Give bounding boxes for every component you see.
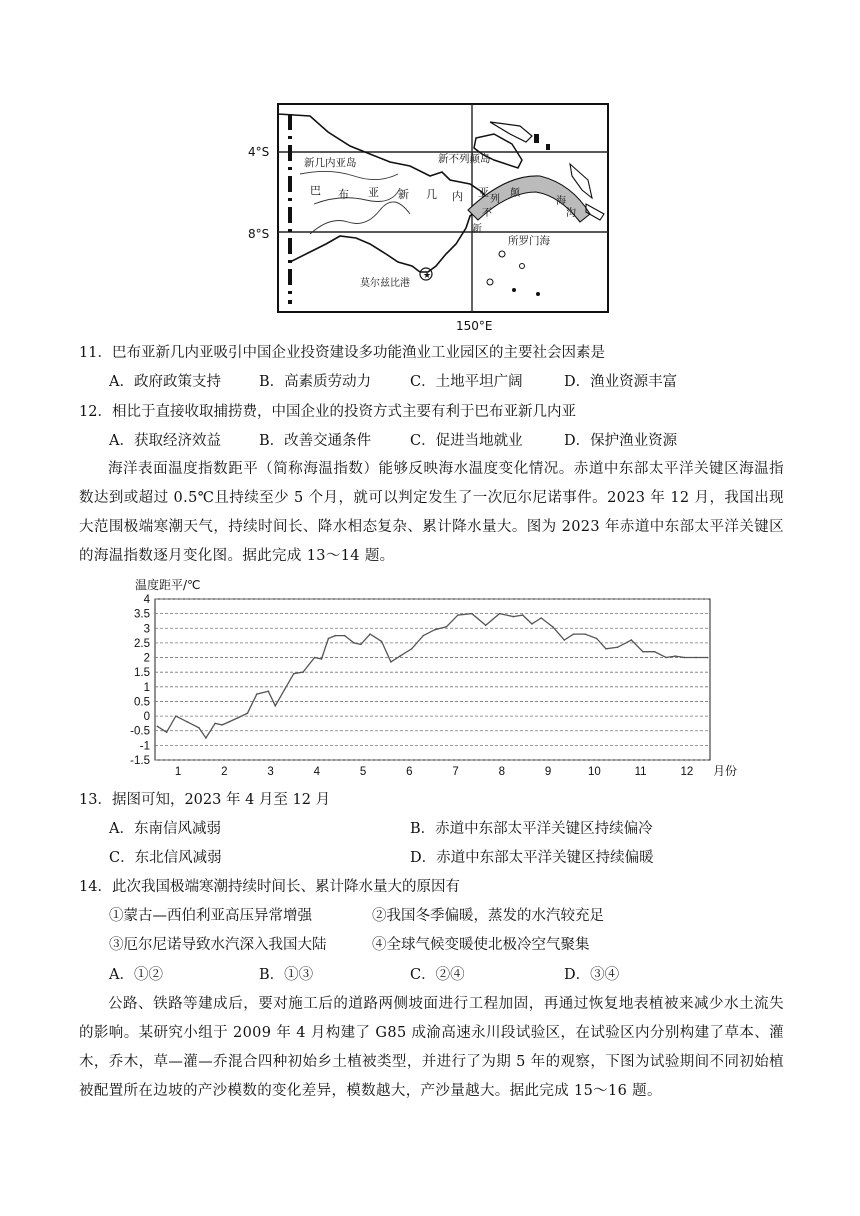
label-trench-char: 不 bbox=[482, 208, 492, 219]
x-tick-label: 10 bbox=[587, 766, 601, 778]
data-point bbox=[214, 723, 216, 725]
data-point bbox=[605, 648, 607, 650]
label-png-char: 内 bbox=[452, 190, 463, 203]
data-point bbox=[228, 721, 230, 723]
label-png-char: 几 bbox=[426, 188, 437, 201]
label-new-guinea-island: 新几内亚岛 bbox=[304, 157, 357, 169]
data-point bbox=[360, 644, 362, 646]
q14-option-c[interactable]: C．②④ bbox=[410, 967, 465, 983]
lon-label-150e: 150°E bbox=[456, 319, 493, 333]
data-point bbox=[471, 613, 473, 615]
island bbox=[512, 288, 516, 292]
data-point bbox=[522, 614, 524, 616]
q13-option-d[interactable]: D．赤道中东部太平洋关键区持续偏暖 bbox=[410, 850, 654, 866]
label-new-britain-island: 新不列颠岛 bbox=[438, 153, 491, 165]
x-tick-label: 9 bbox=[544, 766, 552, 778]
q14-statement-2: ②我国冬季偏暖，蒸发的水汽较充足 bbox=[372, 908, 604, 924]
data-point bbox=[446, 626, 448, 628]
data-point bbox=[353, 642, 355, 644]
q14-stem: 14．此次我国极端寒潮持续时间长、累计降水量大的原因有 bbox=[79, 879, 460, 895]
chart-svg bbox=[110, 575, 740, 785]
x-tick-label: 7 bbox=[452, 766, 459, 778]
q12-option-b[interactable]: B．改善交通条件 bbox=[259, 433, 372, 449]
lat-label-4s: 4°S bbox=[248, 145, 270, 159]
data-point bbox=[631, 639, 633, 641]
q14-option-a[interactable]: A．①② bbox=[109, 967, 163, 983]
data-point bbox=[284, 689, 286, 691]
data-point bbox=[684, 657, 686, 659]
q11-stem: 11．巴布亚新几内亚吸引中国企业投资建设多功能渔业工业园区的主要社会因素是 bbox=[79, 345, 605, 361]
label-png-char: 巴 bbox=[310, 184, 321, 197]
data-point bbox=[187, 721, 189, 723]
label-trench-char: 颠 bbox=[510, 188, 520, 199]
data-point bbox=[302, 671, 304, 673]
png-map-figure bbox=[248, 104, 610, 334]
q11-option-b[interactable]: B．高素质劳动力 bbox=[259, 374, 372, 390]
data-point bbox=[596, 638, 598, 640]
x-tick-label: 12 bbox=[680, 766, 694, 778]
label-trench-char: 新 bbox=[472, 224, 482, 235]
label-png-char: 布 bbox=[338, 188, 349, 201]
y-tick-label: 4 bbox=[143, 594, 150, 606]
data-point bbox=[335, 635, 337, 637]
data-point bbox=[675, 655, 677, 657]
x-tick-label: 8 bbox=[498, 766, 506, 778]
q12-stem: 12．相比于直接收取捕捞费，中国企业的投资方式主要有利于巴布亚新几内亚 bbox=[79, 404, 576, 420]
x-tick-label: 6 bbox=[406, 766, 413, 778]
label-png-char: 亚 bbox=[368, 186, 379, 199]
data-point bbox=[166, 731, 168, 733]
label-png-char: 亚 bbox=[478, 186, 489, 199]
passage-slope: 公路、铁路等建成后，要对施工后的道路两侧坡面进行工程加固，再通过恢复地表植被来减少水土流失的影响。某研究小组于 2009 年 4 月构建了 G85 成渝高速永川段试验区，在试验区内分别构建了草本、灌木，乔木，草—灌—乔混合四种初始乡土植被类型，并进行了为期 5 年的观察，下图为试验期间不同初始植被配置所在边坡的产沙模数的变化差异，模数越大，产沙量越大。据此完成 15～16 题。 bbox=[79, 996, 784, 1099]
label-trench-char: 列 bbox=[490, 194, 500, 205]
q13-option-c[interactable]: C．东北信风减弱 bbox=[109, 850, 222, 866]
x-tick-label: 2 bbox=[221, 766, 228, 778]
data-point bbox=[198, 727, 200, 729]
y-tick-label: -1 bbox=[139, 740, 150, 753]
data-point bbox=[540, 617, 542, 619]
data-point bbox=[422, 635, 424, 637]
data-point bbox=[654, 651, 656, 653]
data-point bbox=[237, 717, 239, 719]
y-tick-label: 0.5 bbox=[134, 696, 150, 709]
data-point bbox=[513, 616, 515, 618]
q13-stem: 13．据图可知，2023 年 4 月至 12 月 bbox=[79, 792, 331, 808]
data-point bbox=[695, 657, 697, 659]
y-tick-label: 1.5 bbox=[134, 667, 150, 680]
map-frame bbox=[278, 104, 608, 312]
q13-option-b[interactable]: B．赤道中东部太平洋关键区持续偏冷 bbox=[410, 821, 653, 837]
data-point bbox=[247, 712, 249, 714]
data-point bbox=[399, 655, 401, 657]
x-tick-label: 11 bbox=[634, 766, 647, 778]
data-point bbox=[321, 658, 323, 660]
sst-anomaly-chart bbox=[110, 575, 740, 785]
data-point bbox=[175, 715, 177, 717]
data-point bbox=[256, 693, 258, 695]
y-tick-label: -0.5 bbox=[130, 725, 150, 738]
x-tick-label: 4 bbox=[313, 766, 321, 778]
data-point bbox=[293, 673, 295, 675]
data-point bbox=[457, 614, 459, 616]
x-tick-label: 3 bbox=[267, 766, 274, 778]
data-point bbox=[157, 726, 159, 728]
y-tick-label: 3.5 bbox=[134, 608, 150, 621]
y-axis-label: 温度距平/℃ bbox=[135, 578, 201, 592]
q13-option-a[interactable]: A．东南信风减弱 bbox=[109, 821, 221, 837]
data-point bbox=[707, 657, 709, 659]
label-trench-char: 沟 bbox=[566, 208, 576, 219]
q14-statement-1: ①蒙古—西伯利亚高压异常增强 bbox=[109, 908, 312, 924]
label-port-moresby: 莫尔兹比港 bbox=[360, 278, 410, 289]
data-point bbox=[344, 635, 346, 637]
data-point bbox=[617, 647, 619, 649]
data-point bbox=[314, 657, 316, 659]
data-point bbox=[499, 613, 501, 615]
x-tick-label: 5 bbox=[359, 766, 367, 778]
x-axis-label: 月份 bbox=[713, 764, 738, 778]
data-point bbox=[531, 623, 533, 625]
q14-option-b[interactable]: B．①③ bbox=[259, 967, 314, 983]
data-point bbox=[328, 638, 330, 640]
data-point bbox=[642, 651, 644, 653]
q11-option-c[interactable]: C．土地平坦广阔 bbox=[410, 374, 523, 390]
data-point bbox=[221, 724, 223, 726]
data-point bbox=[584, 633, 586, 635]
data-point bbox=[205, 737, 207, 739]
data-point bbox=[434, 629, 436, 631]
data-point bbox=[552, 626, 554, 628]
q11-option-d[interactable]: D．渔业资源丰富 bbox=[564, 374, 678, 390]
y-tick-label: -1.5 bbox=[130, 755, 150, 767]
lat-label-8s: 8°S bbox=[248, 227, 270, 241]
q11-option-a[interactable]: A．政府政策支持 bbox=[109, 374, 221, 390]
label-trench-char: 海 bbox=[556, 196, 566, 207]
q12-option-c[interactable]: C．促进当地就业 bbox=[410, 433, 523, 449]
y-tick-label: 2 bbox=[143, 652, 150, 665]
data-point bbox=[390, 661, 392, 663]
png-map bbox=[248, 104, 610, 334]
y-tick-label: 0 bbox=[143, 711, 150, 724]
island bbox=[536, 292, 540, 296]
data-point bbox=[564, 639, 566, 641]
data-point bbox=[665, 657, 667, 659]
star-icon: ★ bbox=[423, 271, 432, 281]
label-solomon-sea: 所罗门海 bbox=[508, 235, 550, 247]
y-tick-label: 2.5 bbox=[134, 637, 150, 650]
plot-area bbox=[155, 599, 710, 760]
passage-elnino: 海洋表面温度指数距平（简称海温指数）能够反映海水温度变化情况。赤道中东部太平洋关键区海温指数达到或超过 0.5℃且持续至少 5 个月，就可以判定发生了一次厄尔尼诺事件。2023 年 12 月，我国出现大范围极端寒潮天气，持续时间长、降水相态复杂、累计降水量大。图为 2023 年赤道中东部太平洋关键区的海温指数逐月变化图。据此完成 13～14 题。 bbox=[79, 461, 784, 564]
data-point bbox=[274, 705, 276, 707]
data-point bbox=[485, 625, 487, 627]
data-point bbox=[573, 633, 575, 635]
island bbox=[546, 144, 550, 150]
q12-option-d[interactable]: D．保护渔业资源 bbox=[564, 433, 678, 449]
sst-anomaly-series-line bbox=[157, 614, 707, 738]
data-point bbox=[381, 641, 383, 643]
data-point bbox=[268, 690, 270, 692]
q14-option-d[interactable]: D．③④ bbox=[564, 967, 620, 983]
q12-option-a[interactable]: A．获取经济效益 bbox=[109, 433, 221, 449]
y-tick-label: 3 bbox=[143, 623, 150, 636]
data-point bbox=[369, 633, 371, 635]
y-tick-label: 1 bbox=[143, 681, 150, 694]
label-png-char: 新 bbox=[398, 188, 409, 201]
data-point bbox=[411, 648, 413, 650]
x-tick-label: 1 bbox=[174, 766, 182, 778]
q14-statement-4: ④全球气候变暖使北极冷空气聚集 bbox=[372, 937, 590, 953]
island bbox=[534, 134, 539, 143]
q14-statement-3: ③厄尔尼诺导致水汽深入我国大陆 bbox=[109, 937, 327, 953]
